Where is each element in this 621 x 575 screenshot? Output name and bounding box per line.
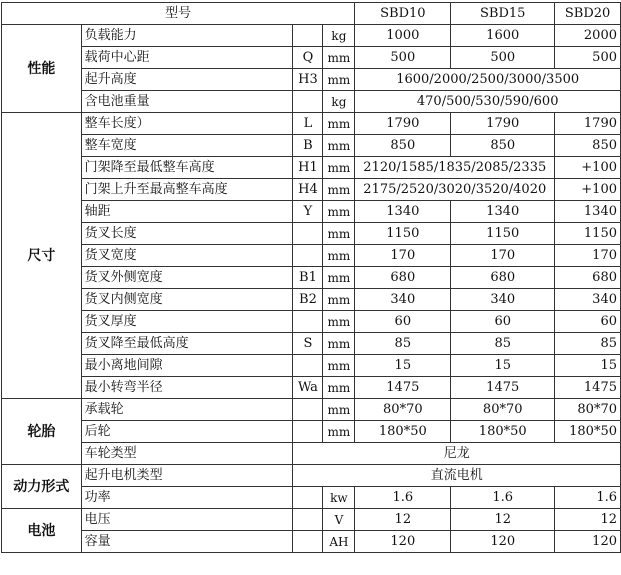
symbol <box>293 311 323 333</box>
unit: kw <box>323 487 355 509</box>
unit: mm <box>323 377 355 399</box>
unit: mm <box>323 333 355 355</box>
table-row <box>2 223 621 245</box>
value-range: 1600/2000/2500/3000/3500 <box>355 69 621 91</box>
symbol: H3 <box>293 69 323 91</box>
value-sbd10: 340 <box>355 289 451 311</box>
table-row <box>2 113 621 135</box>
value-sbd15: 80*70 <box>451 399 555 421</box>
table-row <box>2 47 621 69</box>
unit: mm <box>323 245 355 267</box>
item-label: 起升高度 <box>81 69 293 91</box>
value-sbd10: 80*70 <box>355 399 451 421</box>
table-row <box>2 443 621 465</box>
symbol: Q <box>293 47 323 69</box>
value-sbd15: 340 <box>451 289 555 311</box>
symbol: L <box>293 113 323 135</box>
unit: mm <box>323 201 355 223</box>
value-sbd10: 680 <box>355 267 451 289</box>
value-sbd10: 170 <box>355 245 451 267</box>
value-sbd20: 500 <box>555 47 621 69</box>
item-label: 货叉长度 <box>81 223 293 245</box>
value-sbd15: 1475 <box>451 377 555 399</box>
unit: mm <box>323 289 355 311</box>
unit: AH <box>323 531 355 553</box>
item-label: 货叉内侧宽度 <box>81 289 293 311</box>
value-sbd20: +100 <box>555 179 621 201</box>
symbol: Wa <box>293 377 323 399</box>
value-sbd10: 15 <box>355 355 451 377</box>
item-label: 电压 <box>81 509 293 531</box>
value-merged: 尼龙 <box>293 443 621 465</box>
group-battery: 电池 <box>2 509 82 553</box>
value-sbd10: 180*50 <box>355 421 451 443</box>
group-performance: 性能 <box>2 25 82 113</box>
symbol: B1 <box>293 267 323 289</box>
table-row <box>2 421 621 443</box>
value-sbd20: 1475 <box>555 377 621 399</box>
table-row <box>2 91 621 113</box>
unit: mm <box>323 135 355 157</box>
table-row <box>2 179 621 201</box>
value-sbd20: 1340 <box>555 201 621 223</box>
unit: mm <box>323 421 355 443</box>
symbol <box>293 509 323 531</box>
item-label: 承载轮 <box>81 399 293 421</box>
value-range: 2175/2520/3020/3520/4020 <box>355 179 555 201</box>
value-merged: 直流电机 <box>293 465 621 487</box>
unit: mm <box>323 69 355 91</box>
table-row <box>2 201 621 223</box>
symbol <box>293 25 323 47</box>
symbol <box>293 245 323 267</box>
value-sbd20: 15 <box>555 355 621 377</box>
symbol: H4 <box>293 179 323 201</box>
unit: V <box>323 509 355 531</box>
header-row <box>2 3 621 25</box>
symbol: H1 <box>293 157 323 179</box>
unit: kg <box>323 25 355 47</box>
value-sbd10: 85 <box>355 333 451 355</box>
unit: mm <box>323 157 355 179</box>
item-label: 负载能力 <box>81 25 293 47</box>
table-row <box>2 377 621 399</box>
value-sbd15: 500 <box>451 47 555 69</box>
value-sbd20: 180*50 <box>555 421 621 443</box>
item-label: 起升电机类型 <box>81 465 293 487</box>
unit: mm <box>323 399 355 421</box>
value-sbd10: 1340 <box>355 201 451 223</box>
value-sbd15: 1790 <box>451 113 555 135</box>
symbol: B <box>293 135 323 157</box>
table-row <box>2 157 621 179</box>
value-sbd15: 1340 <box>451 201 555 223</box>
value-sbd15: 120 <box>451 531 555 553</box>
value-sbd15: 12 <box>451 509 555 531</box>
symbol <box>293 421 323 443</box>
value-sbd20: 1150 <box>555 223 621 245</box>
value-sbd15: 180*50 <box>451 421 555 443</box>
unit: mm <box>323 267 355 289</box>
table-row <box>2 267 621 289</box>
value-sbd15: 680 <box>451 267 555 289</box>
group-dimensions: 尺寸 <box>2 113 82 399</box>
symbol <box>293 487 323 509</box>
item-label: 货叉厚度 <box>81 311 293 333</box>
table-row <box>2 487 621 509</box>
value-sbd10: 1.6 <box>355 487 451 509</box>
group-tires: 轮胎 <box>2 399 82 465</box>
table-row <box>2 355 621 377</box>
value-sbd10: 1475 <box>355 377 451 399</box>
unit: kg <box>323 91 355 113</box>
value-sbd10: 12 <box>355 509 451 531</box>
unit: mm <box>323 223 355 245</box>
value-sbd20: 1790 <box>555 113 621 135</box>
model-label: 型号 <box>2 3 355 25</box>
item-label: 货叉外侧宽度 <box>81 267 293 289</box>
value-sbd10: 60 <box>355 311 451 333</box>
value-range: 2120/1585/1835/2085/2335 <box>355 157 555 179</box>
value-sbd15: 170 <box>451 245 555 267</box>
value-sbd15: 850 <box>451 135 555 157</box>
item-label: 功率 <box>81 487 293 509</box>
value-sbd15: 1150 <box>451 223 555 245</box>
item-label: 最小转弯半径 <box>81 377 293 399</box>
value-sbd15: 1.6 <box>451 487 555 509</box>
table-row <box>2 531 621 553</box>
value-sbd20: 680 <box>555 267 621 289</box>
value-sbd15: 1600 <box>451 25 555 47</box>
model-sbd10: SBD10 <box>355 3 451 25</box>
value-sbd10: 1000 <box>355 25 451 47</box>
symbol: B2 <box>293 289 323 311</box>
table-row <box>2 289 621 311</box>
symbol <box>293 531 323 553</box>
item-label: 载荷中心距 <box>81 47 293 69</box>
value-sbd20: 120 <box>555 531 621 553</box>
item-label: 门架上升至最高整车高度 <box>81 179 293 201</box>
symbol <box>293 399 323 421</box>
item-label: 轴距 <box>81 201 293 223</box>
symbol: S <box>293 333 323 355</box>
group-power: 动力形式 <box>2 465 82 509</box>
item-label: 含电池重量 <box>81 91 293 113</box>
value-sbd20: +100 <box>555 157 621 179</box>
symbol <box>293 223 323 245</box>
item-label: 整车长度） <box>81 113 293 135</box>
value-sbd10: 500 <box>355 47 451 69</box>
item-label: 车轮类型 <box>81 443 293 465</box>
symbol <box>293 91 323 113</box>
value-range: 470/500/530/590/600 <box>355 91 621 113</box>
value-sbd20: 80*70 <box>555 399 621 421</box>
value-sbd20: 60 <box>555 311 621 333</box>
value-sbd20: 85 <box>555 333 621 355</box>
item-label: 货叉宽度 <box>81 245 293 267</box>
table-row <box>2 509 621 531</box>
value-sbd20: 170 <box>555 245 621 267</box>
value-sbd10: 1790 <box>355 113 451 135</box>
table-row <box>2 311 621 333</box>
table-row <box>2 245 621 267</box>
value-sbd20: 340 <box>555 289 621 311</box>
item-label: 后轮 <box>81 421 293 443</box>
table-row <box>2 465 621 487</box>
item-label: 整车宽度 <box>81 135 293 157</box>
value-sbd20: 1.6 <box>555 487 621 509</box>
table-row <box>2 135 621 157</box>
value-sbd10: 120 <box>355 531 451 553</box>
item-label: 货叉降至最低高度 <box>81 333 293 355</box>
table-row <box>2 25 621 47</box>
table-row <box>2 333 621 355</box>
item-label: 容量 <box>81 531 293 553</box>
item-label: 门架降至最低整车高度 <box>81 157 293 179</box>
symbol <box>293 355 323 377</box>
model-sbd15: SBD15 <box>451 3 555 25</box>
value-sbd20: 2000 <box>555 25 621 47</box>
unit: mm <box>323 311 355 333</box>
value-sbd20: 850 <box>555 135 621 157</box>
unit: mm <box>323 355 355 377</box>
model-sbd20: SBD20 <box>555 3 621 25</box>
value-sbd15: 85 <box>451 333 555 355</box>
table-row <box>2 399 621 421</box>
spec-table <box>1 2 621 553</box>
value-sbd10: 850 <box>355 135 451 157</box>
unit: mm <box>323 179 355 201</box>
value-sbd10: 1150 <box>355 223 451 245</box>
value-sbd20: 12 <box>555 509 621 531</box>
value-sbd15: 15 <box>451 355 555 377</box>
unit: mm <box>323 47 355 69</box>
value-sbd15: 60 <box>451 311 555 333</box>
symbol: Y <box>293 201 323 223</box>
table-row <box>2 69 621 91</box>
unit: mm <box>323 113 355 135</box>
item-label: 最小离地间隙 <box>81 355 293 377</box>
